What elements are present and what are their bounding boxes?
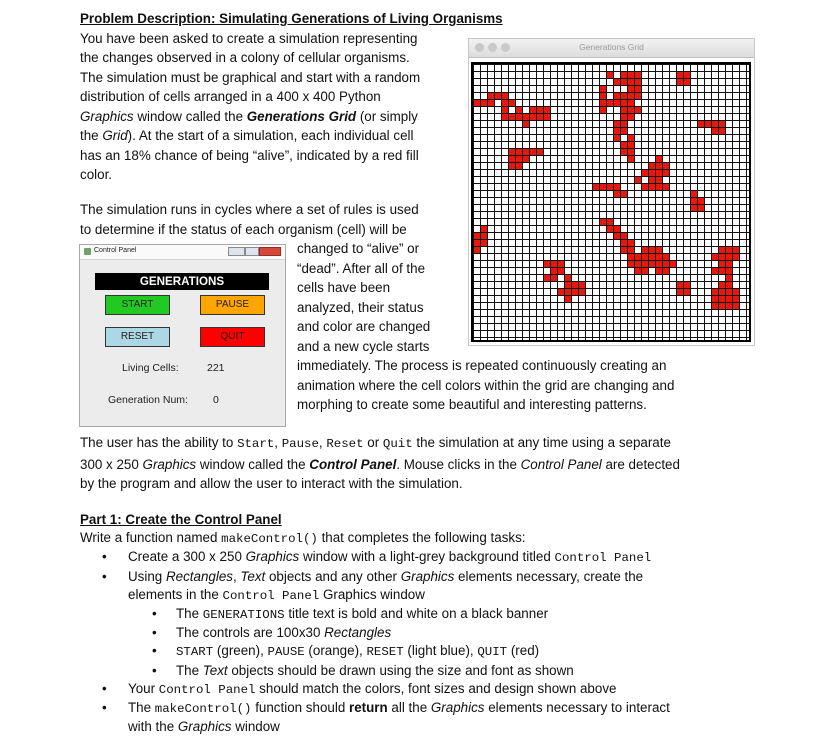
- alive-cell: [635, 254, 641, 260]
- alive-cell: [600, 219, 606, 225]
- alive-cell: [614, 121, 620, 127]
- rules-paragraph: [80, 200, 419, 239]
- alive-cell: [691, 205, 697, 211]
- alive-cell: [474, 233, 480, 239]
- alive-cell: [572, 289, 578, 295]
- alive-cell: [607, 72, 613, 78]
- alive-cell: [649, 163, 655, 169]
- alive-cell: [537, 114, 543, 120]
- alive-cell: [516, 156, 522, 162]
- alive-cell: [614, 226, 620, 232]
- alive-cell: [719, 261, 725, 267]
- alive-cell: [663, 268, 669, 274]
- alive-cell: [642, 268, 648, 274]
- sub-bullet-item: • The GENERATIONS title text is bold and white on a black banner: [152, 606, 549, 623]
- alive-cell: [719, 282, 725, 288]
- alive-cell: [481, 226, 487, 232]
- alive-cell: [516, 163, 522, 169]
- alive-cell: [607, 184, 613, 190]
- alive-cell: [523, 121, 529, 127]
- alive-cell: [656, 156, 662, 162]
- alive-cell: [712, 268, 718, 274]
- alive-cell: [656, 261, 662, 267]
- living-cells-value: 221: [207, 362, 225, 374]
- rules-line: cells have been: [297, 280, 391, 295]
- alive-cell: [628, 86, 634, 92]
- generations-grid-canvas[interactable]: [471, 62, 751, 342]
- minimize-icon[interactable]: [228, 247, 245, 256]
- alive-cell: [474, 240, 480, 246]
- alive-cell: [502, 107, 508, 113]
- part1-heading: Part 1: Create the Control Panel: [80, 512, 282, 527]
- alive-cell: [502, 100, 508, 106]
- alive-cell: [614, 184, 620, 190]
- alive-cell: [621, 240, 627, 246]
- rules-line: The simulation runs in cycles where a set of rules is used: [80, 202, 419, 217]
- alive-cell: [621, 100, 627, 106]
- quit-button[interactable]: QUIT: [200, 327, 265, 347]
- alive-cell: [614, 128, 620, 134]
- alive-cell: [635, 86, 641, 92]
- alive-cell: [607, 219, 613, 225]
- alive-cell: [509, 114, 515, 120]
- alive-cell: [726, 282, 732, 288]
- alive-cell: [635, 177, 641, 183]
- alive-cell: [607, 226, 613, 232]
- alive-cell: [719, 303, 725, 309]
- alive-cell: [614, 135, 620, 141]
- rules-line: and a new cycle starts: [297, 338, 430, 354]
- alive-cell: [635, 79, 641, 85]
- alive-cell: [726, 296, 732, 302]
- alive-cell: [621, 149, 627, 155]
- alive-cell: [649, 247, 655, 253]
- sub-bullet-item: • The Text objects should be drawn using the size and font as shown: [152, 662, 574, 678]
- user-line: by the program and allow the user to interact with the simulation.: [80, 476, 463, 491]
- alive-cell: [600, 100, 606, 106]
- alive-cell: [635, 107, 641, 113]
- bullet-continuation: elements in the Control Panel Graphics window: [128, 586, 425, 603]
- alive-cell: [684, 282, 690, 288]
- alive-cell: [628, 142, 634, 148]
- alive-cell: [516, 114, 522, 120]
- alive-cell: [733, 254, 739, 260]
- sub-bullet-item: • The controls are 100x30 Rectangles: [152, 625, 392, 641]
- alive-cell: [649, 184, 655, 190]
- alive-cell: [488, 100, 494, 106]
- rules-line: “dead”. After all of the: [297, 260, 426, 276]
- alive-cell: [712, 128, 718, 134]
- user-line: The user has the ability to Start, Pause, Reset or Quit the simulation at any time using a separate: [80, 435, 671, 451]
- alive-cell: [509, 149, 515, 155]
- alive-cell: [649, 177, 655, 183]
- alive-cell: [677, 289, 683, 295]
- alive-cell: [628, 93, 634, 99]
- alive-cell: [516, 107, 522, 113]
- alive-cell: [656, 177, 662, 183]
- alive-cell: [607, 100, 613, 106]
- alive-cell: [551, 275, 557, 281]
- alive-cell: [614, 100, 620, 106]
- alive-cell: [726, 303, 732, 309]
- problem-description-section: [80, 9, 503, 185]
- alive-cell: [733, 296, 739, 302]
- alive-cell: [558, 289, 564, 295]
- alive-cell: [614, 233, 620, 239]
- alive-cell: [684, 72, 690, 78]
- rules-line: animation where the cell colors within the grid are changing and: [297, 377, 675, 393]
- alive-cell: [621, 79, 627, 85]
- alive-cell: [656, 254, 662, 260]
- alive-cell: [726, 254, 732, 260]
- alive-cell: [719, 121, 725, 127]
- alive-cell: [663, 254, 669, 260]
- bullet-continuation: with the Graphics window: [128, 719, 280, 735]
- alive-cell: [621, 233, 627, 239]
- alive-cell: [642, 261, 648, 267]
- problem-heading: Problem Description: Simulating Generations of Living Organisms: [80, 11, 503, 26]
- alive-cell: [698, 121, 704, 127]
- alive-cell: [600, 184, 606, 190]
- alive-cell: [656, 247, 662, 253]
- alive-cell: [628, 135, 634, 141]
- alive-cell: [621, 128, 627, 134]
- alive-cell: [656, 184, 662, 190]
- alive-cell: [733, 247, 739, 253]
- start-button[interactable]: START: [105, 295, 170, 315]
- alive-cell: [677, 72, 683, 78]
- control-panel-window: [79, 244, 286, 427]
- alive-cell: [642, 184, 648, 190]
- alive-cell: [614, 191, 620, 197]
- alive-cell: [579, 282, 585, 288]
- alive-cell: [481, 100, 487, 106]
- alive-cell: [719, 254, 725, 260]
- alive-cell: [635, 261, 641, 267]
- generation-num-label: Generation Num:: [108, 394, 188, 406]
- alive-cell: [628, 114, 634, 120]
- alive-cell: [719, 247, 725, 253]
- alive-cell: [649, 170, 655, 176]
- alive-cell: [523, 149, 529, 155]
- generations-grid-window: [468, 38, 755, 346]
- generation-num-value: 0: [213, 394, 219, 406]
- alive-cell: [537, 149, 543, 155]
- alive-cell: [628, 247, 634, 253]
- alive-cell: [530, 107, 536, 113]
- alive-cell: [537, 107, 543, 113]
- alive-cell: [628, 149, 634, 155]
- alive-cell: [593, 184, 599, 190]
- alive-cell: [516, 149, 522, 155]
- alive-cell: [712, 121, 718, 127]
- alive-cell: [656, 268, 662, 274]
- alive-cell: [565, 282, 571, 288]
- alive-cell: [663, 163, 669, 169]
- alive-cell: [551, 261, 557, 267]
- alive-cell: [712, 303, 718, 309]
- alive-cell: [691, 191, 697, 197]
- alive-cell: [663, 184, 669, 190]
- alive-cell: [628, 72, 634, 78]
- rules-line: to determine if the status of each organism (cell) will be: [80, 221, 407, 237]
- alive-cell: [677, 282, 683, 288]
- alive-cell: [726, 268, 732, 274]
- intro-line: The simulation must be graphical and start with a random: [80, 69, 421, 85]
- alive-cell: [544, 114, 550, 120]
- alive-cell: [712, 254, 718, 260]
- reset-button[interactable]: RESET: [105, 327, 170, 347]
- alive-cell: [502, 114, 508, 120]
- alive-cell: [579, 289, 585, 295]
- alive-cell: [530, 114, 536, 120]
- alive-cell: [635, 72, 641, 78]
- pause-button[interactable]: PAUSE: [200, 295, 265, 315]
- rules-line: immediately. The process is repeated continuously creating an: [297, 358, 667, 373]
- alive-cell: [544, 107, 550, 113]
- alive-cell: [565, 296, 571, 302]
- alive-cell: [530, 149, 536, 155]
- intro-line: Graphics window called the Generations Grid (or simply: [80, 108, 418, 124]
- alive-cell: [474, 100, 480, 106]
- alive-cell: [509, 156, 515, 162]
- alive-cell: [635, 268, 641, 274]
- alive-cell: [621, 191, 627, 197]
- alive-cell: [614, 79, 620, 85]
- alive-cell: [558, 268, 564, 274]
- alive-cell: [621, 142, 627, 148]
- alive-cell: [621, 72, 627, 78]
- alive-cell: [572, 282, 578, 288]
- alive-cell: [684, 289, 690, 295]
- alive-cell: [642, 254, 648, 260]
- alive-cell: [726, 261, 732, 267]
- control-panel-titlebar: [80, 245, 285, 260]
- control-panel-title: Control Panel: [94, 247, 137, 254]
- intro-line: the changes observed in a colony of cellular organisms.: [80, 50, 410, 65]
- grid-titlebar: [469, 39, 754, 58]
- alive-cell: [558, 261, 564, 267]
- alive-cell: [565, 275, 571, 281]
- alive-cell: [628, 156, 634, 162]
- alive-cell: [509, 163, 515, 169]
- alive-cell: [670, 261, 676, 267]
- alive-cell: [628, 254, 634, 260]
- alive-cell: [628, 100, 634, 106]
- alive-cell: [635, 93, 641, 99]
- maximize-icon[interactable]: [245, 247, 259, 256]
- grid-window-title: Generations Grid: [579, 42, 644, 52]
- alive-cell: [733, 289, 739, 295]
- alive-cell: [642, 170, 648, 176]
- alive-cell: [621, 114, 627, 120]
- alive-cell: [719, 296, 725, 302]
- bullet-item: • Create a 300 x 250 Graphics window with a light-grey background titled Control Panel: [102, 549, 652, 566]
- alive-cell: [614, 93, 620, 99]
- alive-cell: [726, 275, 732, 281]
- close-icon[interactable]: [259, 247, 281, 256]
- alive-cell: [684, 79, 690, 85]
- alive-cell: [656, 163, 662, 169]
- rules-line: analyzed, their status: [297, 299, 424, 315]
- user-line: 300 x 250 Graphics window called the Control Panel. Mouse clicks in the Control Panel are detected: [80, 456, 680, 472]
- alive-cell: [733, 303, 739, 309]
- alive-cell: [621, 93, 627, 99]
- alive-cell: [719, 128, 725, 134]
- alive-cell: [712, 289, 718, 295]
- alive-cell: [600, 107, 606, 113]
- alive-cell: [726, 289, 732, 295]
- alive-cell: [726, 247, 732, 253]
- intro-line: has an 18% chance of being “alive”, indicated by a red fill: [80, 147, 419, 163]
- alive-cell: [628, 79, 634, 85]
- rules-line: morphing to create some beautiful and interesting patterns.: [297, 397, 647, 412]
- bullet-item: • Using Rectangles, Text objects and any other Graphics elements necessary, create the: [102, 568, 644, 584]
- alive-cell: [551, 268, 557, 274]
- alive-cell: [698, 205, 704, 211]
- alive-cell: [523, 114, 529, 120]
- intro-line: color.: [80, 167, 113, 182]
- intro-line: distribution of cells arranged in a 400 x 400 Python: [80, 89, 381, 104]
- intro-line: the Grid). At the start of a simulation, each individual cell: [80, 128, 414, 143]
- alive-cell: [523, 156, 529, 162]
- alive-cell: [474, 247, 480, 253]
- alive-cell: [628, 240, 634, 246]
- alive-cell: [691, 198, 697, 204]
- alive-cell: [621, 121, 627, 127]
- alive-cell: [600, 86, 606, 92]
- alive-cell: [481, 233, 487, 239]
- alive-cell: [628, 261, 634, 267]
- alive-cell: [649, 261, 655, 267]
- alive-cell: [488, 93, 494, 99]
- alive-cell: [719, 268, 725, 274]
- alive-cell: [481, 240, 487, 246]
- alive-cell: [705, 121, 711, 127]
- alive-cell: [663, 170, 669, 176]
- alive-cell: [495, 93, 501, 99]
- alive-cell: [565, 289, 571, 295]
- alive-cell: [712, 296, 718, 302]
- bullet-item: • Your Control Panel should match the colors, font sizes and design shown above: [102, 680, 617, 697]
- alive-cell: [544, 261, 550, 267]
- alive-cell: [649, 254, 655, 260]
- alive-cell: [509, 100, 515, 106]
- alive-cell: [502, 93, 508, 99]
- alive-cell: [642, 247, 648, 253]
- alive-cell: [663, 261, 669, 267]
- part1-section: [80, 511, 670, 736]
- alive-cell: [628, 107, 634, 113]
- alive-cell: [677, 79, 683, 85]
- alive-cell: [544, 275, 550, 281]
- generations-banner: GENERATIONS: [95, 273, 269, 290]
- window-app-icon: [84, 248, 91, 255]
- rules-line: and color are changed: [297, 319, 431, 334]
- alive-cell: [719, 289, 725, 295]
- living-cells-label: Living Cells:: [122, 362, 179, 374]
- alive-cell: [621, 107, 627, 113]
- alive-cell: [621, 247, 627, 253]
- alive-cell: [698, 198, 704, 204]
- alive-cell: [600, 93, 606, 99]
- sub-bullet-item: • START (green), PAUSE (orange), RESET (light blue), QUIT (red): [152, 643, 540, 660]
- intro-line: You have been asked to create a simulation representing: [80, 30, 418, 46]
- alive-cell: [656, 170, 662, 176]
- bullet-item: • The makeControl() function should return all the Graphics elements necessary to interact: [102, 700, 670, 717]
- rules-line: changed to “alive” or: [297, 241, 420, 256]
- part1-intro: Write a function named makeControl() that completes the following tasks:: [80, 530, 526, 547]
- user-paragraph: [80, 433, 680, 494]
